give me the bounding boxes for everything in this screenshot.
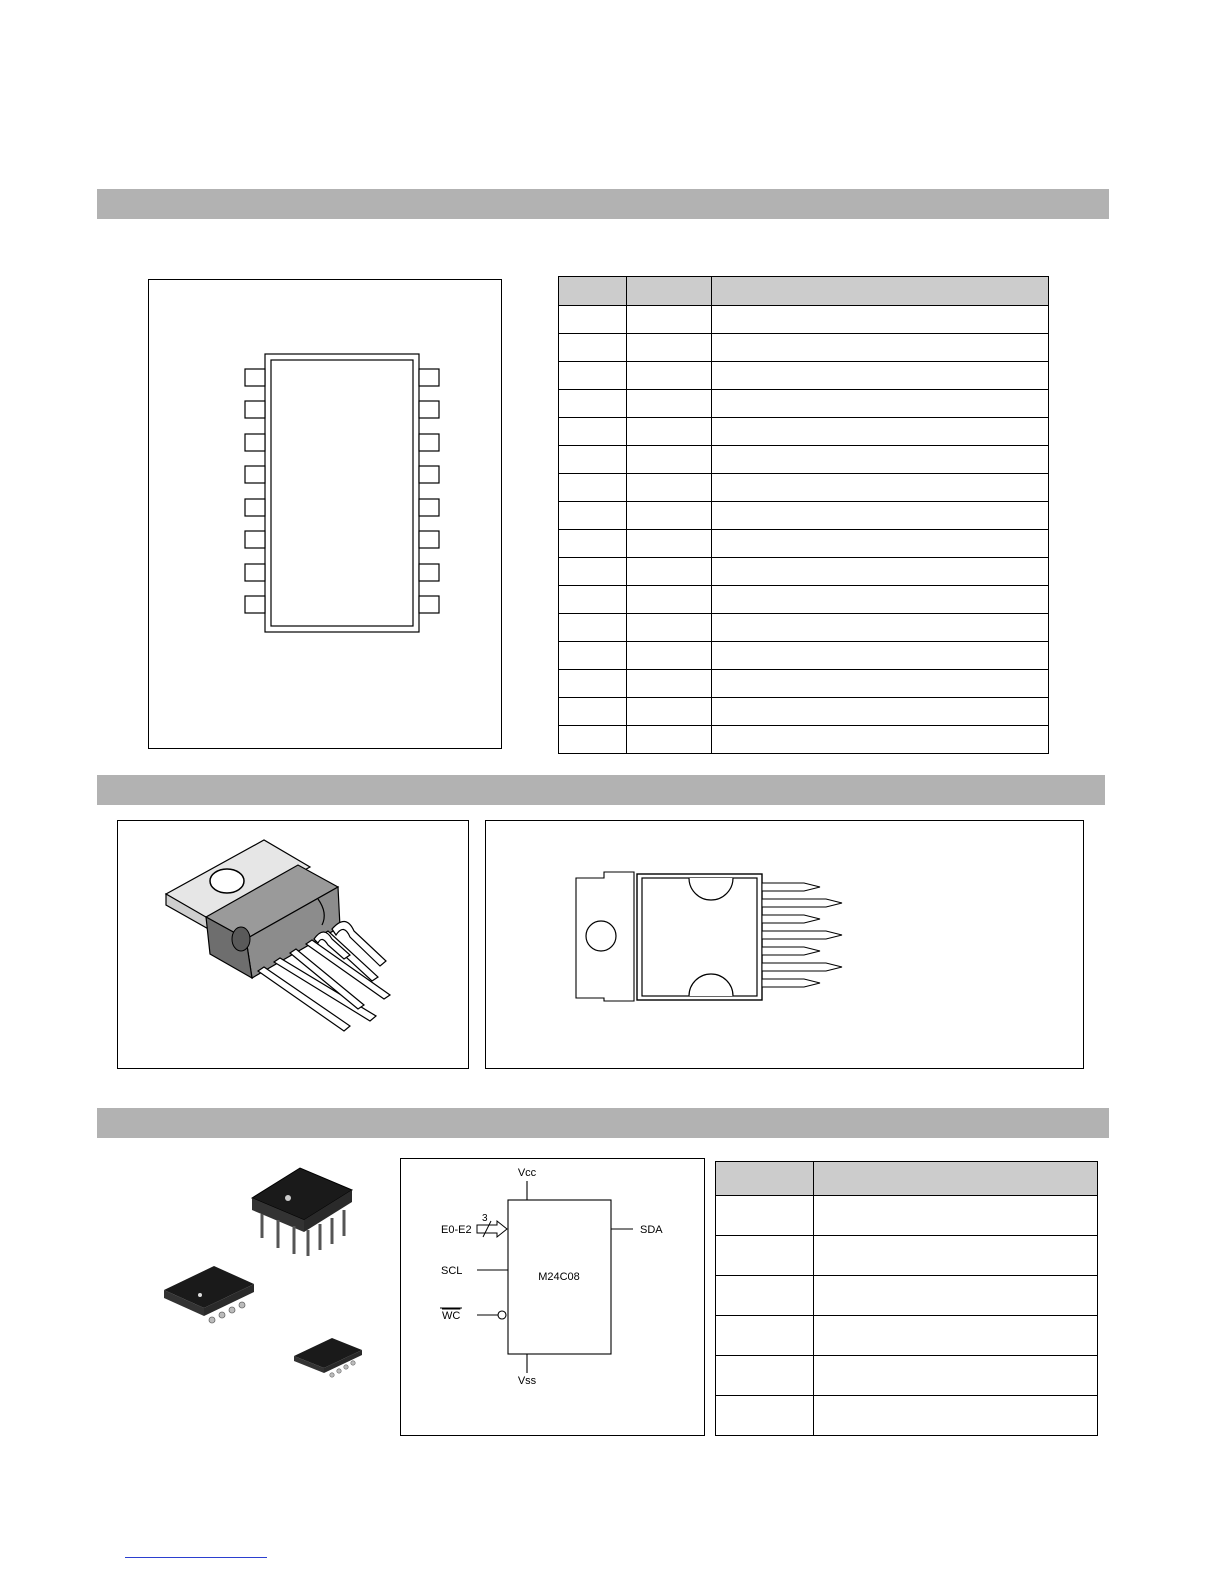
table-cell: [712, 670, 1049, 698]
header-cell: [627, 277, 712, 306]
section-header-bar-3: [97, 1108, 1109, 1138]
table-cell: [559, 670, 627, 698]
package-3d-view: [117, 820, 469, 1069]
table-header-row: [716, 1162, 1098, 1196]
table-cell: [559, 502, 627, 530]
table-cell: [712, 726, 1049, 754]
package-outline-drawing: [486, 821, 1083, 1068]
table-cell: [814, 1236, 1098, 1276]
table-cell: [712, 362, 1049, 390]
pin-description-table: [558, 276, 1049, 754]
table-row: [559, 698, 1049, 726]
table-cell: [627, 670, 712, 698]
table-cell: [712, 614, 1049, 642]
table-cell: [559, 642, 627, 670]
footer-link[interactable]: [125, 1557, 267, 1558]
table-row: [559, 446, 1049, 474]
table-cell: [627, 698, 712, 726]
table-row: [559, 390, 1049, 418]
table-cell: [627, 418, 712, 446]
table-row: [559, 558, 1049, 586]
table-cell: [559, 586, 627, 614]
table-cell: [627, 502, 712, 530]
table-row: [716, 1196, 1098, 1236]
signal-names-table: [715, 1161, 1098, 1436]
table-cell: [712, 390, 1049, 418]
header-cell: [716, 1162, 814, 1196]
table-cell: [559, 418, 627, 446]
table-cell: [627, 530, 712, 558]
package-top-view: [485, 820, 1084, 1069]
table-row: [559, 726, 1049, 754]
table-row: [559, 334, 1049, 362]
table-cell: [627, 474, 712, 502]
table-row: [716, 1236, 1098, 1276]
package-photos: [150, 1158, 400, 1408]
vss-label: Vss: [517, 1375, 537, 1387]
table-cell: [716, 1276, 814, 1316]
vcc-label: Vcc: [517, 1167, 537, 1179]
table-cell: [627, 614, 712, 642]
scl-label: SCL: [441, 1265, 463, 1277]
table-cell: [814, 1396, 1098, 1436]
table-cell: [559, 334, 627, 362]
table-cell: [814, 1356, 1098, 1396]
table-cell: [627, 642, 712, 670]
table-cell: [716, 1316, 814, 1356]
table-cell: [559, 474, 627, 502]
table-cell: [559, 698, 627, 726]
table-row: [716, 1316, 1098, 1356]
logic-diagram: [400, 1158, 705, 1436]
logic-diagram-svg: [401, 1159, 704, 1435]
header-cell: [559, 277, 627, 306]
table-cell: [627, 558, 712, 586]
table-cell: [716, 1356, 814, 1396]
table-cell: [814, 1196, 1098, 1236]
table-cell: [627, 726, 712, 754]
table-row: [716, 1356, 1098, 1396]
table-cell: [712, 502, 1049, 530]
table-cell: [712, 474, 1049, 502]
chip-name-label: M24C08: [538, 1271, 580, 1283]
table-row: [559, 474, 1049, 502]
table-cell: [627, 362, 712, 390]
table-row: [559, 670, 1049, 698]
table-cell: [712, 558, 1049, 586]
table-cell: [559, 530, 627, 558]
pin-connection-diagram: [148, 279, 502, 749]
table-row: [559, 306, 1049, 334]
table-cell: [559, 614, 627, 642]
table-row: [559, 614, 1049, 642]
table-row: [559, 530, 1049, 558]
dip8-package-image: [252, 1168, 352, 1256]
so8-package-image: [164, 1266, 254, 1323]
table-row: [559, 502, 1049, 530]
table-cell: [712, 334, 1049, 362]
table-cell: [559, 390, 627, 418]
table-cell: [627, 334, 712, 362]
table-row: [716, 1276, 1098, 1316]
table-row: [559, 642, 1049, 670]
table-cell: [712, 446, 1049, 474]
header-cell: [712, 277, 1049, 306]
section-header-bar-1: [97, 189, 1109, 219]
table-cell: [814, 1276, 1098, 1316]
table-cell: [716, 1396, 814, 1436]
table-cell: [627, 306, 712, 334]
table-row: [716, 1396, 1098, 1436]
table-cell: [712, 530, 1049, 558]
table-row: [559, 418, 1049, 446]
table-cell: [627, 390, 712, 418]
table-cell: [712, 418, 1049, 446]
section-header-bar-2: [97, 775, 1105, 805]
table-cell: [712, 698, 1049, 726]
table-cell: [559, 726, 627, 754]
header-cell: [814, 1162, 1098, 1196]
table-cell: [627, 446, 712, 474]
tssop8-package-image: [294, 1338, 362, 1377]
table-row: [559, 362, 1049, 390]
sda-label: SDA: [640, 1224, 663, 1236]
table-cell: [716, 1236, 814, 1276]
table-cell: [712, 642, 1049, 670]
address-pins-label: E0-E2: [441, 1224, 472, 1236]
table-cell: [559, 558, 627, 586]
table-header-row: [559, 277, 1049, 306]
power-package-illustration: [118, 821, 468, 1068]
table-cell: [716, 1196, 814, 1236]
table-cell: [712, 586, 1049, 614]
table-cell: [712, 306, 1049, 334]
ic-package-outline: [149, 280, 501, 748]
table-cell: [627, 586, 712, 614]
table-row: [559, 586, 1049, 614]
write-control-label: WC: [442, 1310, 461, 1322]
table-cell: [814, 1316, 1098, 1356]
table-cell: [559, 306, 627, 334]
table-cell: [559, 362, 627, 390]
bus-width-label: 3: [482, 1213, 488, 1224]
table-cell: [559, 446, 627, 474]
